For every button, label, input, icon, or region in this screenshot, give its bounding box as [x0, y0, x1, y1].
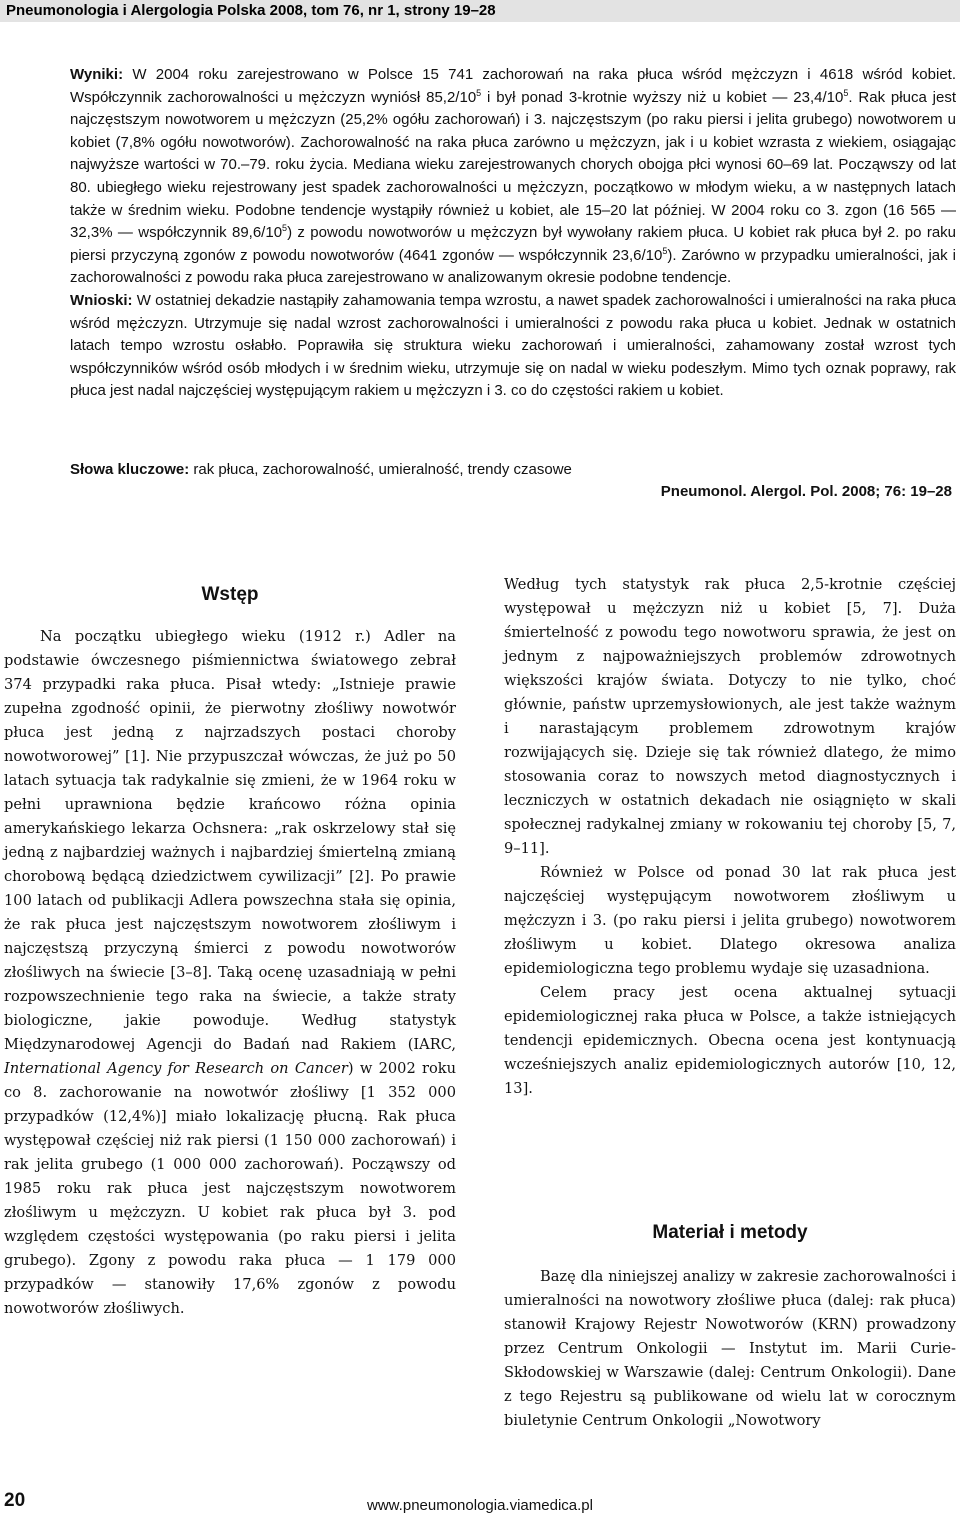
- running-header: [0, 0, 960, 22]
- section-heading-intro: Wstęp: [201, 584, 259, 605]
- exponent: 5: [662, 245, 668, 256]
- results-text: ) z powodu nowotworów u mężczyzn był wywołany rakiem płuca. U kobiet rak płuca był 2. po raku piersi przyczyną zgonów z powodu nowotworów (4641 zgonów — współczynnik 23,6/10: [70, 224, 957, 264]
- column-left: [4, 625, 456, 1321]
- column-right: [504, 573, 956, 1101]
- iarc-full-name: International Agency for Research on Cancer: [4, 1060, 348, 1077]
- intro-paragraph-3: Również w Polsce od ponad 30 lat rak płuca jest najczęściej występującym nowotworem złośliwym u mężczyzn i 3. (po raku piersi i jelita grubego) nowotworem złośliwym u kobiet. Dlatego okresowa analiza epidemiologiczna tego problemu wydaje się uzasadniona.: [504, 864, 956, 977]
- methods-paragraph-1: Bazę dla niniejszej analizy w zakresie zachorowalności i umieralności na nowotwory złośliwe płuca (dalej: rak płuca) stanowił Krajowy Rejestr Nowotworów (KRN) prowadzony przez Centrum Onkologii — Instytut im. Marii Curie-Skłodowskiej w Warszawie (dalej: Centrum Onkologii). Dane z tego Rejestru są publikowane od wielu lat w corocznym biuletynie Centrum Onkologii „Nowotwory: [504, 1268, 956, 1429]
- keywords-text: rak płuca, zachorowalność, umieralność, trendy czasowe: [193, 461, 572, 478]
- exponent: 5: [282, 223, 288, 234]
- methods-column: [504, 1265, 956, 1433]
- journal-running-title: Pneumonologia i Alergologia Polska 2008, tom 76, nr 1, strony 19–28: [6, 2, 496, 19]
- intro-text: ) w 2002 roku co 8. zachorowanie na nowotwór złośliwy [1 352 000 przypadków (12,4%)] miało lokalizację płucną. Rak płuca występował częściej niż rak piersi (1 150 000 zachorowań) i rak jelita grubego (1 000 000 zachorowań). Począwszy od 1985 roku rak płuca jest najczęstszym nowotworem złośliwym u mężczyzn. U kobiet rak płuca był 3. pod względem częstości występowania (po raku piersi i jelita grubego). Zgony z powodu raka płuca — 1 179 000 przypadków — stanowiły 17,6% zgonów z powodu nowotworów złośliwych.: [4, 1060, 456, 1317]
- exponent: 5: [476, 87, 482, 98]
- page-number: 20: [4, 1490, 26, 1511]
- section-heading-methods: Materiał i metody: [652, 1222, 808, 1243]
- intro-paragraph-1: [4, 625, 456, 1321]
- keywords: [70, 460, 956, 480]
- conclusions-text: W ostatniej dekadzie nastąpiły zahamowania tempa wzrostu, a nawet spadek zachorowalności i umieralności na raka płuca wśród mężczyzn. Utrzymuje się nadal wzrost zachorowalności i umieralności z powodu raka płuca u kobiet. Jednak w ostatnich latach tempo wzrostu osłabło. Poprawiła się struktura wieku zachorowań i umieralności, zahamowany został wzrost tych współczynników wśród osób młodych i w średnim wieku, utrzymuje się on nadal w wieku podeszłym. Mimo tych oznak poprawy, rak płuca jest nadal najczęściej występującym rakiem u mężczyzn i 3. co do częstości rakiem u kobiet.: [70, 291, 956, 400]
- results-text: i był ponad 3-krotnie wyższy niż u kobiet — 23,4/10: [481, 88, 844, 106]
- results-text: ). Zarówno w przypadku umieralności, jak i zachorowalności z powodu raka płuca zarejestrowano w analizowanym okresie podobne tendencje.: [70, 246, 956, 287]
- intro-paragraph-4: Celem pracy jest ocena aktualnej sytuacji epidemiologicznej raka płuca w Polsce, a także istniejących tendencji epidemicznych. Obecna ocena jest kontynuacją wcześniejszych analiz epidemiologicznych autorów [10, 12, 13].: [504, 984, 956, 1097]
- citation: Pneumonol. Alergol. Pol. 2008; 76: 19–28: [660, 483, 952, 500]
- abstract-conclusions: [70, 290, 956, 403]
- conclusions-label: Wnioski:: [70, 291, 133, 309]
- results-text: W 2004 roku zarejestrowano w Polsce 15 741 zachorowań na raka płuca wśród mężczyzn i 4618 wśród kobiet. Współczynnik zachorowalności u mężczyzn wyniósł 85,2/10: [70, 66, 956, 106]
- journal-url: www.pneumonologia.viamedica.pl: [367, 1497, 593, 1514]
- results-label: Wyniki:: [70, 66, 124, 83]
- intro-paragraph-2: Według tych statystyk rak płuca 2,5-krotnie częściej występował u mężczyzn niż u kobiet [5, 7]. Duża śmiertelność z powodu tego nowotworu sprawia, że jest on jednym z najpoważniejszych problemów zdrowotnych większości krajów świata. Dotyczy to nie tylko, choć głównie, państw uprzemysłowionych, ale jest także ważnym i narastającym problemem zdrowotnym krajów rozwijających się. Dzieje się tak również dlatego, że mimo stosowania coraz to nowszych metod diagnostycznych i leczniczych w ostatnich dekadach nie osiągnięto w skali społecznej radykalnej zmiany w rokowaniu tej choroby [5, 7, 9–11].: [504, 576, 956, 857]
- abstract: [70, 64, 956, 403]
- exponent: 5: [843, 87, 849, 98]
- results-text: . Rak płuca jest najczęstszym nowotworem u mężczyzn (25,2% ogółu zachorowań) i 3. najczęstszym (po raku piersi i jelita grubego) nowotworem u kobiet (7,8% ogółu nowotworów). Zachorowalność na raka płuca zarówno u mężczyzn, jak i u kobiet wzrasta z wiekiem, osiągając najwyższe wartości w 70.–79. roku życia. Mediana wieku zarejestrowanych chorych obojga płci wynosi 60–69 lat. Począwszy od lat 80. ubiegłego wieku rejestrowany jest spadek zachorowalności u mężczyzn, początkowo w młodym wieku, a w następnych latach także w średnim wieku. Podobne tendencje wystąpiły również u kobiet, ale 15–20 lat później. W 2004 roku co 3. zgon (16 565 — 32,3% — współczynnik 89,6/10: [70, 88, 956, 242]
- intro-text: Na początku ubiegłego wieku (1912 r.) Adler na podstawie ówczesnego piśmiennictwa światowego zebrał 374 przypadki raka płuca. Pisał wtedy: „Istnieje prawie zupełna zgodność opinii, że pierwotny złośliwy nowotwór płuca jest jedną z najrzadszych postaci choroby nowotworowej” [1]. Nie przypuszczał wówczas, że już po 50 latach sytuacja tak radykalnie się zmieni, że w 1964 roku w pełni uprawniona będzie krańcowo różna opinia amerykańskiego lekarza Ochsnera: „rak oskrzelowy stał się jedną z najbardziej ważnych i najbardziej śmiertelną zmianą chorobową będącą dziedzictwem cywilizacji” [2]. Po prawie 100 latach od publikacji Adlera powszechna stała się opinia, że rak płuca jest najczęstszym nowotworem złośliwym i najczęstszą przyczyną śmierci z powodu nowotworów złośliwych na świecie [3–8]. Taką ocenę uzasadniają w pełni rozpowszechnienie tego raka na świecie, a także straty biologiczne, jakie powoduje. Według statystyk Międzynarodowej Agencji do Badań nad Rakiem (IARC,: [4, 628, 456, 1053]
- keywords-label: Słowa kluczowe:: [70, 461, 190, 478]
- abstract-results: [70, 64, 956, 290]
